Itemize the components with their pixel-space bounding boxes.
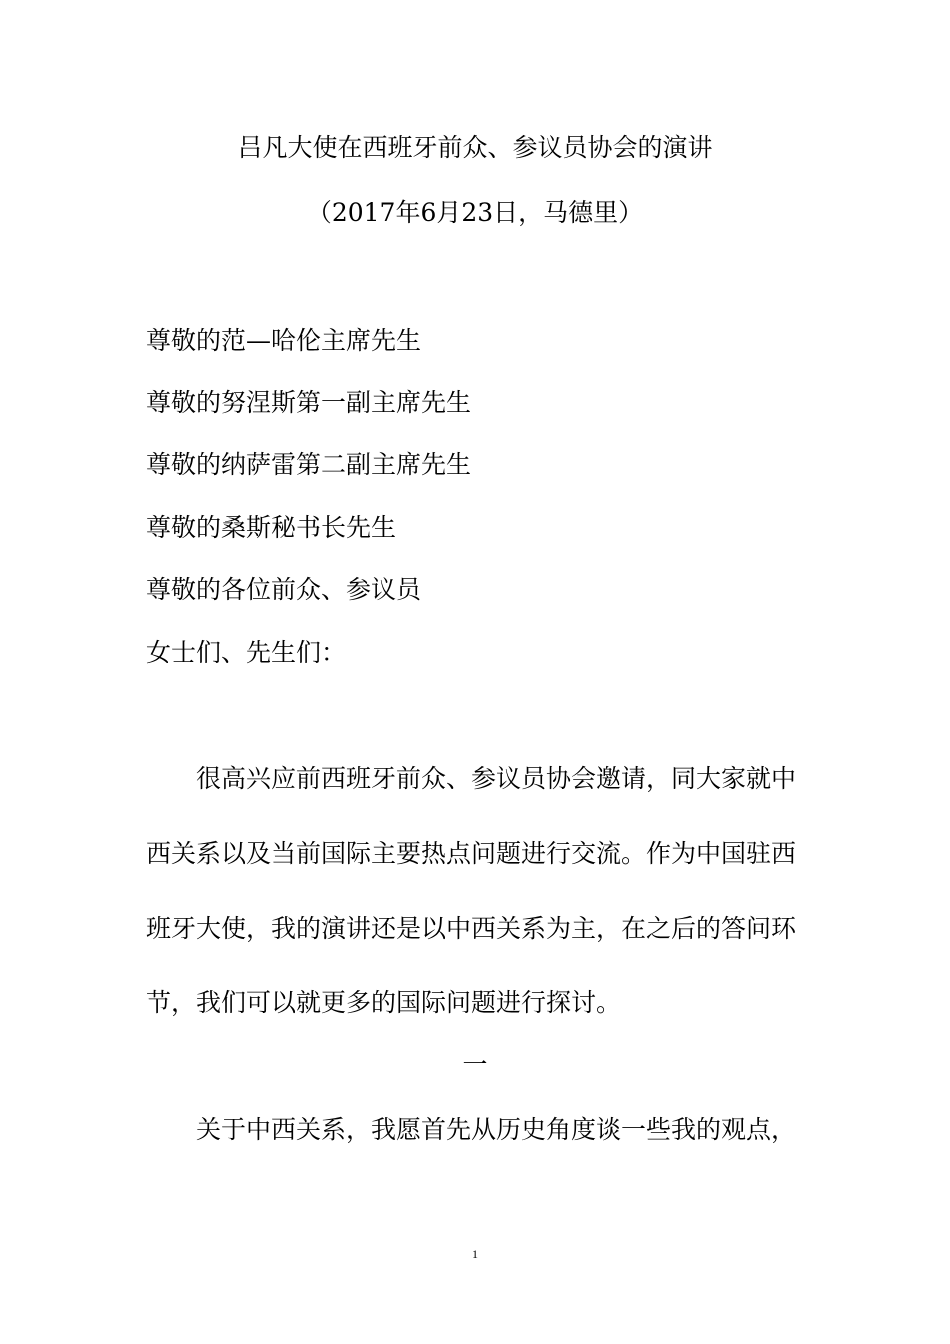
page-number: 1 [472, 1247, 478, 1261]
salutation-line: 尊敬的各位前众、参议员 [146, 575, 422, 604]
paragraph-line: 班牙大使，我的演讲还是以中西关系为主，在之后的答问环 [146, 914, 797, 943]
paragraph-line: 很高兴应前西班牙前众、参议员协会邀请，同大家就中 [196, 764, 797, 793]
paragraph-line: 西关系以及当前国际主要热点问题进行交流。作为中国驻西 [146, 839, 797, 868]
document-title: 吕凡大使在西班牙前众、参议员协会的演讲 [237, 133, 713, 162]
section-number: 一 [462, 1050, 488, 1079]
salutation-line: 尊敬的桑斯秘书长先生 [146, 513, 397, 542]
document-subtitle: （2017年6月23日，马德里） [306, 198, 644, 227]
salutation-line: 尊敬的努涅斯第一副主席先生 [146, 388, 472, 417]
paragraph-line: 节，我们可以就更多的国际问题进行探讨。 [146, 988, 622, 1017]
salutation-line: 尊敬的纳萨雷第二副主席先生 [146, 450, 472, 479]
salutation-line: 女士们、先生们： [146, 638, 347, 667]
salutation-line: 尊敬的范—哈伦主席先生 [146, 326, 422, 355]
paragraph-line: 关于中西关系，我愿首先从历史角度谈一些我的观点， [196, 1115, 797, 1144]
